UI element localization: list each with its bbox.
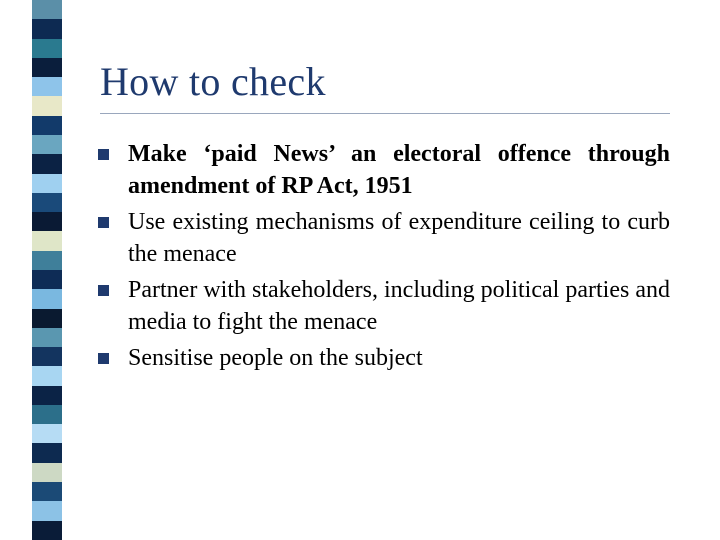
stripe-segment: [32, 212, 62, 231]
stripe-segment: [32, 424, 62, 443]
bullet-list: [98, 138, 670, 378]
square-bullet-icon: [98, 217, 109, 228]
decorative-stripe-bar: [32, 0, 62, 540]
stripe-segment: [32, 501, 62, 520]
stripe-segment: [32, 521, 62, 540]
square-bullet-icon: [98, 149, 109, 160]
stripe-segment: [32, 309, 62, 328]
stripe-segment: [32, 96, 62, 115]
bullet-item: [98, 206, 670, 270]
stripe-segment: [32, 463, 62, 482]
stripe-segment: [32, 386, 62, 405]
bullet-item: [98, 274, 670, 338]
stripe-segment: [32, 77, 62, 96]
square-bullet-icon: [98, 285, 109, 296]
bullet-text: Partner with stakeholders, including political parties and media to fight the menace: [128, 277, 670, 335]
stripe-segment: [32, 443, 62, 462]
stripe-segment: [32, 251, 62, 270]
bullet-text: Make ‘paid News’ an electoral offence through amendment of RP Act, 1951: [128, 141, 670, 199]
stripe-segment: [32, 0, 62, 19]
stripe-segment: [32, 58, 62, 77]
stripe-segment: [32, 270, 62, 289]
stripe-segment: [32, 482, 62, 501]
stripe-segment: [32, 174, 62, 193]
stripe-segment: [32, 289, 62, 308]
bullet-text: Use existing mechanisms of expenditure ceiling to curb the menace: [128, 209, 670, 267]
stripe-segment: [32, 231, 62, 250]
stripe-segment: [32, 39, 62, 58]
bullet-item: [98, 138, 670, 202]
bullet-item: [98, 342, 670, 374]
stripe-segment: [32, 328, 62, 347]
bullet-text: Sensitise people on the subject: [128, 345, 423, 371]
stripe-segment: [32, 366, 62, 385]
stripe-segment: [32, 19, 62, 38]
slide-title: How to check: [100, 59, 326, 104]
square-bullet-icon: [98, 353, 109, 364]
stripe-segment: [32, 193, 62, 212]
title-divider: [100, 113, 670, 114]
stripe-segment: [32, 116, 62, 135]
stripe-segment: [32, 154, 62, 173]
stripe-segment: [32, 347, 62, 366]
stripe-segment: [32, 135, 62, 154]
stripe-segment: [32, 405, 62, 424]
